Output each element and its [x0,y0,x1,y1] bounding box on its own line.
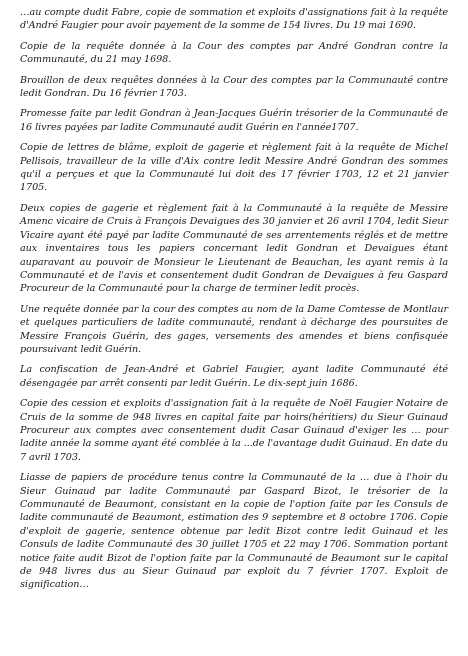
paragraph-9: Copie des cession et exploits d'assignation fait à la requête de Noël Faugier Notaire de Cruis de la somme de 948 livres en capital faite par hoirs(héritiers) du Sieur Guinaud Procureur aux comptes avec consentement dudit Casar Guinaud d'exiger les … pour ladite année la somme ayant été comblée à la ...de l'avantage dudit Guinaud. En date du 7 avril 1703. [20,398,448,463]
paragraph-7: Une requête donnée par la cour des comptes au nom de la Dame Comtesse de Montlaur et quelques particuliers de ladite communauté, rendant à décharge des poursuites de Messire François Guérin, des gages, versements des amendes et biens confisquée poursuivant ledit Guérin. [20,303,448,355]
paragraph-3: Brouillon de deux requêtes données à la Cour des comptes par la Communauté contre ledit Gondran. Du 16 février 1703. [20,74,448,100]
paragraph-5: Copie de lettres de blâme, exploit de gagerie et règlement fait à la requête de Michel Pellisois, travailleur de la ville d'Aix contre ledit Messire André Gondran des sommes qu'il a perçues et que la Communauté lui doit des 17 février 1703, 12 et 21 janvier 1705. [20,142,448,194]
paragraph-10: Liasse de papiers de procédure tenus contre la Communauté de la … due à l'hoir du Sieur Guinaud par ladite Communauté par Gaspard Bizot, le trésorier de la Communauté de Beaumont, consistant en la copie de l'option faite par les Consuls de ladite communauté de Beaumont, estimation des 9 septembre et 8 octobre 1706. Copie d'exploit de gagerie, sentence obtenue par ledit Bizot contre ledit Guinaud et les Consuls de ladite Communauté des 30 juillet 1705 et 22 may 1706. Sommation portant notice faite audit Bizot de l'option faite par la Communauté de Beaumont sur le capital de 948 livres dus au Sieur Guinaud par exploit du 7 février 1707. Exploit de signification… [20,472,448,591]
paragraph-1: …au compte dudit Fabre, copie de sommation et exploits d'assignations fait à la requête d'André Faugier pour avoir payement de la somme de 154 livres. Du 19 mai 1690. [20,7,448,32]
paragraph-2: Copie de la requête donnée à la Cour des comptes par André Gondran contre la Communauté, du 21 may 1698. [20,40,448,66]
paragraph-6: Deux copies de gagerie et règlement fait à la Communauté à la requête de Messire Amenc vicaire de Cruis à François Devaigues des 30 janvier et 26 avril 1704, ledit Sieur Vicaire ayant été payé par ladite Communauté de ses arrentements réglés et de mettre aux inventaires tous les papiers concernant ledit Gondran et Devaigues étant auparavant au pouvoir de Monsieur le Lieutenant de Beauchan, les ayant remis à la Communauté et de l'avis et consentement dudit Gondran de Devaigues à feu Gaspard Procureur de la Communauté pour la charge de terminer ledit procès. [20,202,448,295]
paragraph-4: Promesse faite par ledit Gondran à Jean-Jacques Guérin trésorier de la Communauté de 16 livres payées par ladite Communauté audit Guérin en l'année1707. [20,108,448,133]
paragraph-8: La confiscation de Jean-André et Gabriel Faugier, ayant ladite Communauté été désengagée par arrêt consenti par ledit Guérin. Le dix-sept juin 1686. [20,364,448,389]
